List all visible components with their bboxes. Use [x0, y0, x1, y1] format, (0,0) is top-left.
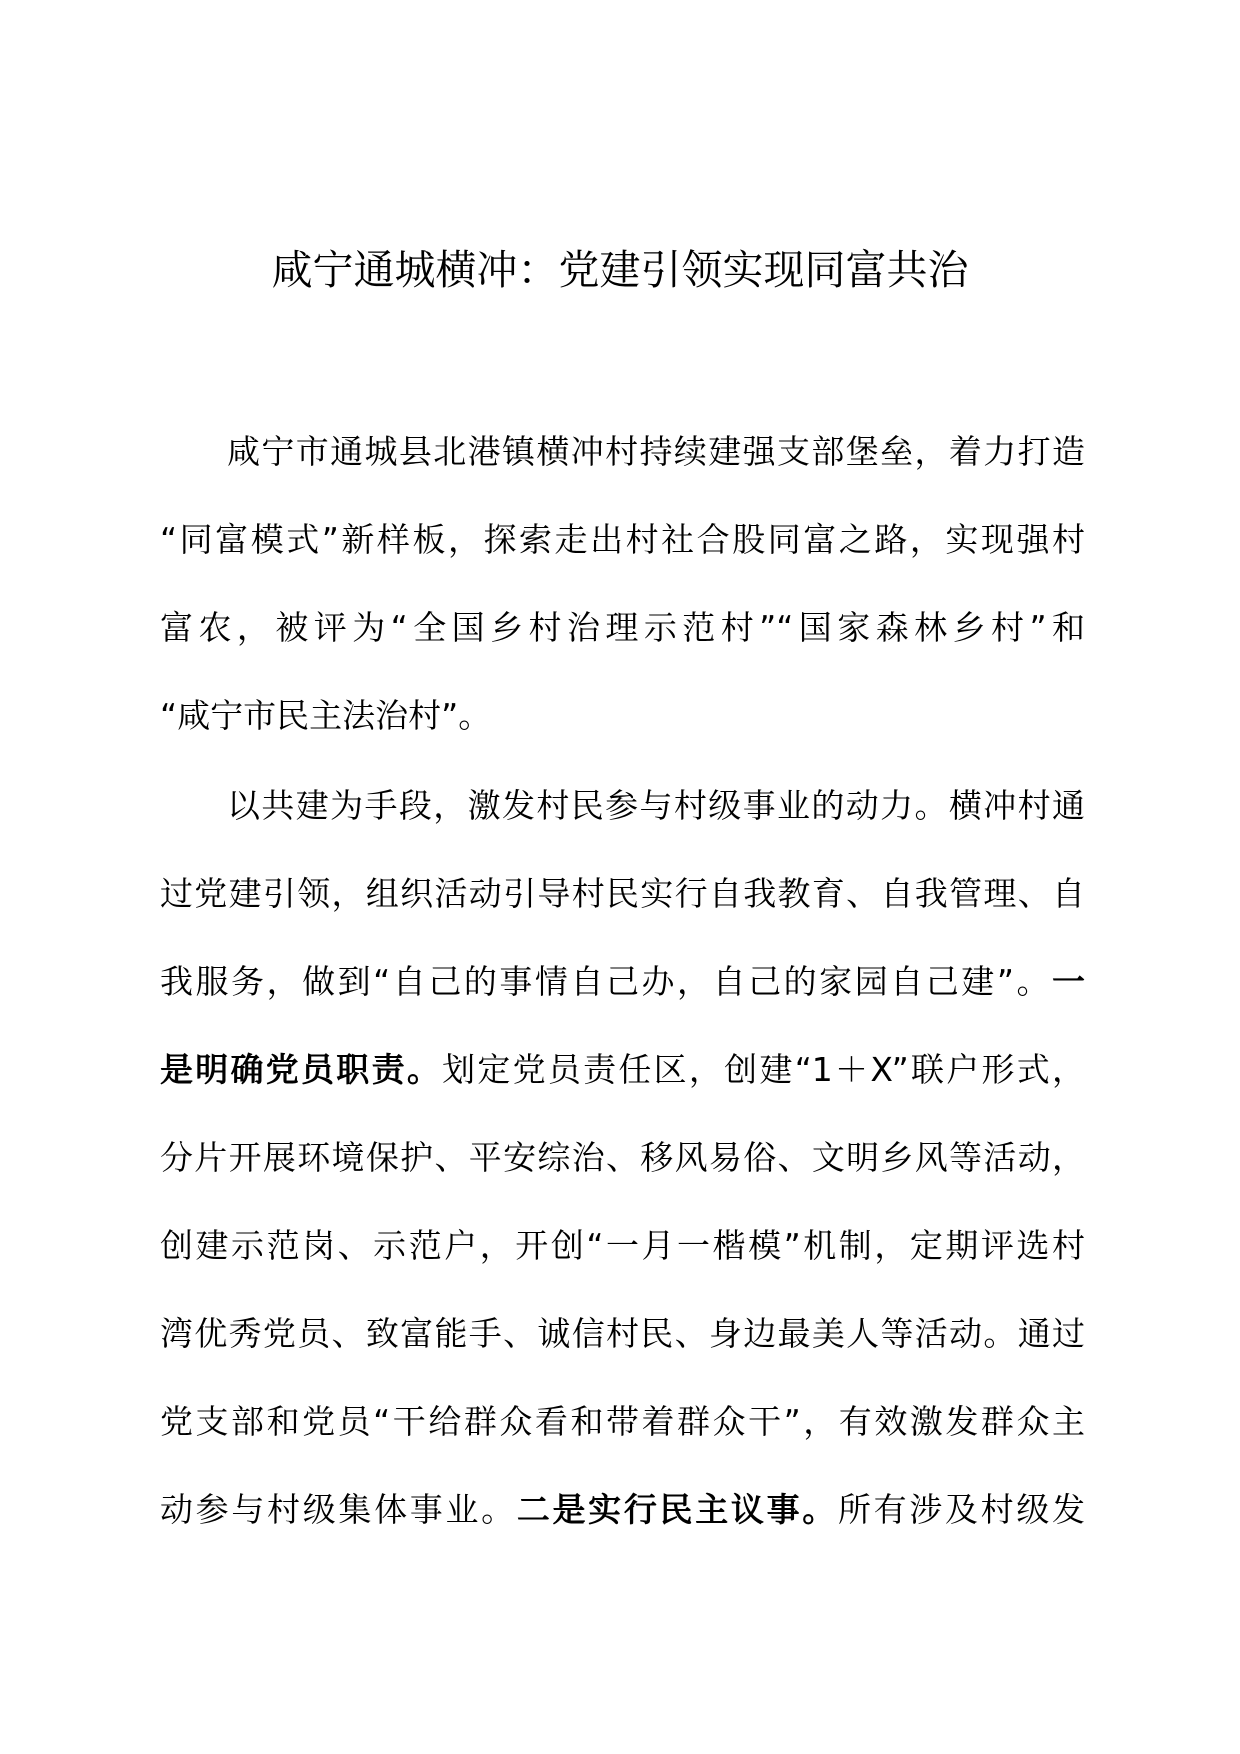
paragraph-2-line-9-tail: 所有涉及村级发 [837, 1490, 1086, 1529]
paragraph-2-line-2: 过党建引领，组织活动引导村民实行自我教育、自我管理、自 [160, 874, 1085, 913]
paragraph-2-line-3 [160, 950, 1085, 1014]
paragraph-2-line-6: 创建示范岗、示范户，开创“一月一楷模”机制，定期评选村 [160, 1226, 1085, 1265]
paragraph-2-line-9-bold: 二是实行民主议事。 [516, 1490, 838, 1529]
paragraph-1-line-4: “咸宁市民主法治村”。 [160, 696, 492, 735]
paragraph-2-line-4 [160, 1038, 1085, 1102]
paragraph-2-line-4-bold: 是明确党员职责。 [160, 1050, 443, 1089]
paragraph-2-line-1: 以共建为手段，激发村民参与村级事业的动力。横冲村通 [227, 786, 1085, 825]
paragraph-2-line-9-text: 动参与村级集体事业。 [160, 1490, 517, 1529]
paragraph-1-line-3: 富农，被评为“全国乡村治理示范村”“国家森林乡村”和 [160, 608, 1085, 647]
paragraph-2-line-7: 湾优秀党员、致富能手、诚信村民、身边最美人等活动。通过 [160, 1314, 1085, 1353]
paragraph-1-line-1: 咸宁市通城县北港镇横冲村持续建强支部堡垒，着力打造 [227, 432, 1085, 471]
paragraph-2-line-5: 分片开展环境保护、平安综治、移风易俗、文明乡风等活动， [160, 1138, 1085, 1177]
paragraph-2-line-3-text: 我服务，做到“自己的事情自己办，自己的家园自己建”。 [160, 962, 1052, 1001]
paragraph-2-line-8: 党支部和党员“干给群众看和带着群众干”，有效激发群众主 [160, 1402, 1085, 1441]
paragraph-2-line-9 [160, 1478, 1085, 1542]
paragraph-2-line-3-bold: 一 [1052, 962, 1085, 1001]
paragraph-2-line-4-text: 划定党员责任区，创建“1＋X”联户形式， [442, 1050, 1085, 1089]
paragraph-1-line-2: “同富模式”新样板，探索走出村社合股同富之路，实现强村 [160, 520, 1085, 559]
document-title: 咸宁通城横冲：党建引领实现同富共治 [271, 246, 969, 294]
